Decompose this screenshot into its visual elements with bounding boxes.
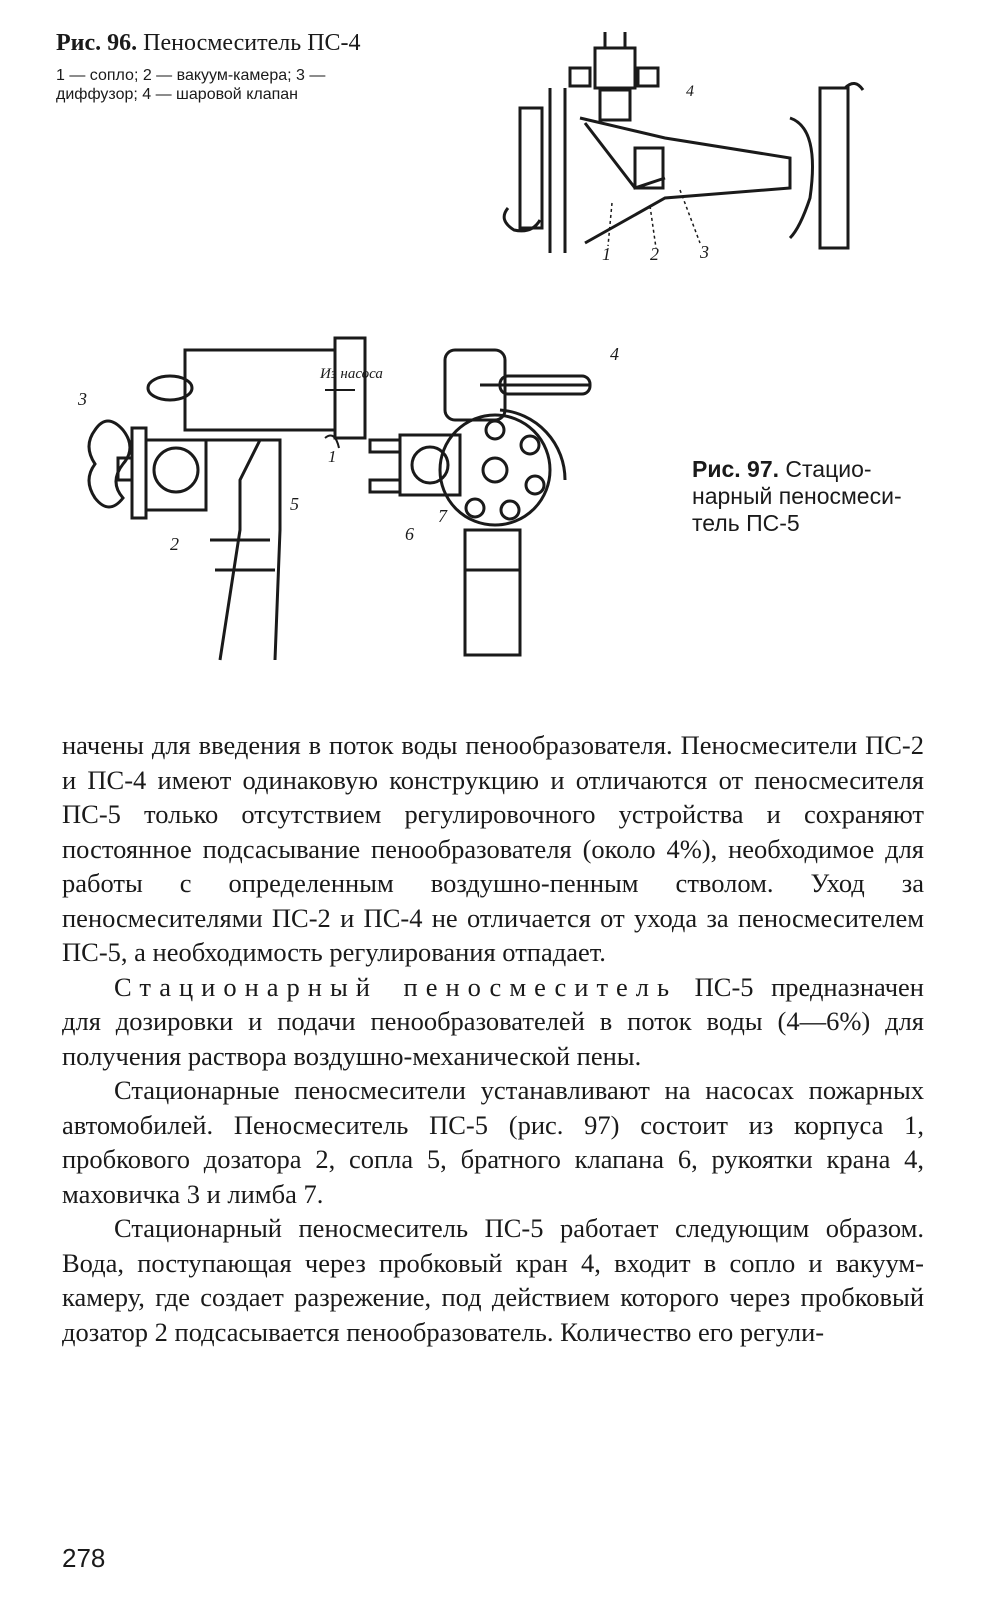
paragraph-2-text: ПС-5 предназначен для дозировки и подачи пенообразователей в поток воды (4—6%) для получения раствора воздушно-механической пены. <box>62 971 924 1071</box>
body-text <box>62 728 924 1349</box>
figure-97-drawing <box>70 330 650 670</box>
figure-96-legend <box>56 66 456 104</box>
figure-97-callout-6: 6 <box>405 524 414 544</box>
figure-96-callout-1: 1 <box>602 244 611 264</box>
figure-96-drawing <box>490 28 920 268</box>
figure-96-title: Пеносмеситель ПС-4 <box>143 30 361 56</box>
figure-96-label: Рис. 96. <box>56 30 138 56</box>
figure-96-legend-line-2: диффузор; 4 — шаровой клапан <box>56 86 298 103</box>
figure-97-title-line-2: нарный пеносмеси- <box>692 483 902 509</box>
figure-97-callout-1: 1 <box>328 447 337 466</box>
figure-97-callout-3: 3 <box>78 389 87 409</box>
figure-97-callout-4: 4 <box>610 344 619 364</box>
paragraph-1 <box>62 728 924 970</box>
figure-97-flow-label: Из насоса <box>320 366 383 382</box>
figure-97-label: Рис. 97. <box>692 456 780 482</box>
paragraph-4 <box>62 1211 924 1349</box>
figure-96-callout-4: 4 <box>686 83 694 100</box>
paragraph-2 <box>62 970 924 1074</box>
figure-97-title-line-3: тель ПС-5 <box>692 510 800 536</box>
figure-96-caption <box>56 30 361 57</box>
figure-97-callout-5: 5 <box>290 494 299 514</box>
paragraph-4-text: Стационарный пеносмеситель ПС-5 работает следующим образом. Вода, поступающая через пробковый кран 4, входит в сопло и вакуум-камеру, где создает разрежение, под действием которого через пробковый дозатор 2 подсасывается пенообразователь. Количество его регули- <box>62 1213 924 1347</box>
figure-96-callout-3: 3 <box>700 242 709 262</box>
figure-97-callout-2: 2 <box>170 534 179 554</box>
figure-97-caption <box>692 456 932 537</box>
paragraph-3-text: Стационарные пеносмесители устанавливают на насосах пожарных автомобилей. Пеносмеситель ПС-5 (рис. 97) состоит из корпуса 1, пробкового дозатора 2, сопла 5, братного клапана 6, рукоятки крана 4, маховичка 3 и лимба 7. <box>62 1075 924 1209</box>
page-number: 278 <box>62 1543 106 1573</box>
figure-97-title-line-1: Стацио- <box>785 456 872 482</box>
paragraph-3 <box>62 1073 924 1211</box>
paragraph-1-text: начены для введения в поток воды пенообразователя. Пеносмесители ПС-2 и ПС-4 имеют одинаковую конструкцию и отличаются от пеносмесителя ПС-5 только отсутствием регулировочного устройства и сохраняют постоянное подсасывание пенообразователя (около 4%), необходимое для работы с определенным воздушно-пенным стволом. Уход за пеносмесителями ПС-2 и ПС-4 не отличается от ухода за пеносмесителем ПС-5, а необходимость регулирования отпадает. <box>62 730 924 967</box>
figure-96-legend-line-1: 1 — сопло; 2 — вакуум-камера; 3 — <box>56 67 326 84</box>
figure-96-callout-2: 2 <box>650 244 659 264</box>
figure-97-callout-7: 7 <box>438 506 447 526</box>
paragraph-2-lead: Стационарный пеносмеситель <box>114 971 678 1002</box>
